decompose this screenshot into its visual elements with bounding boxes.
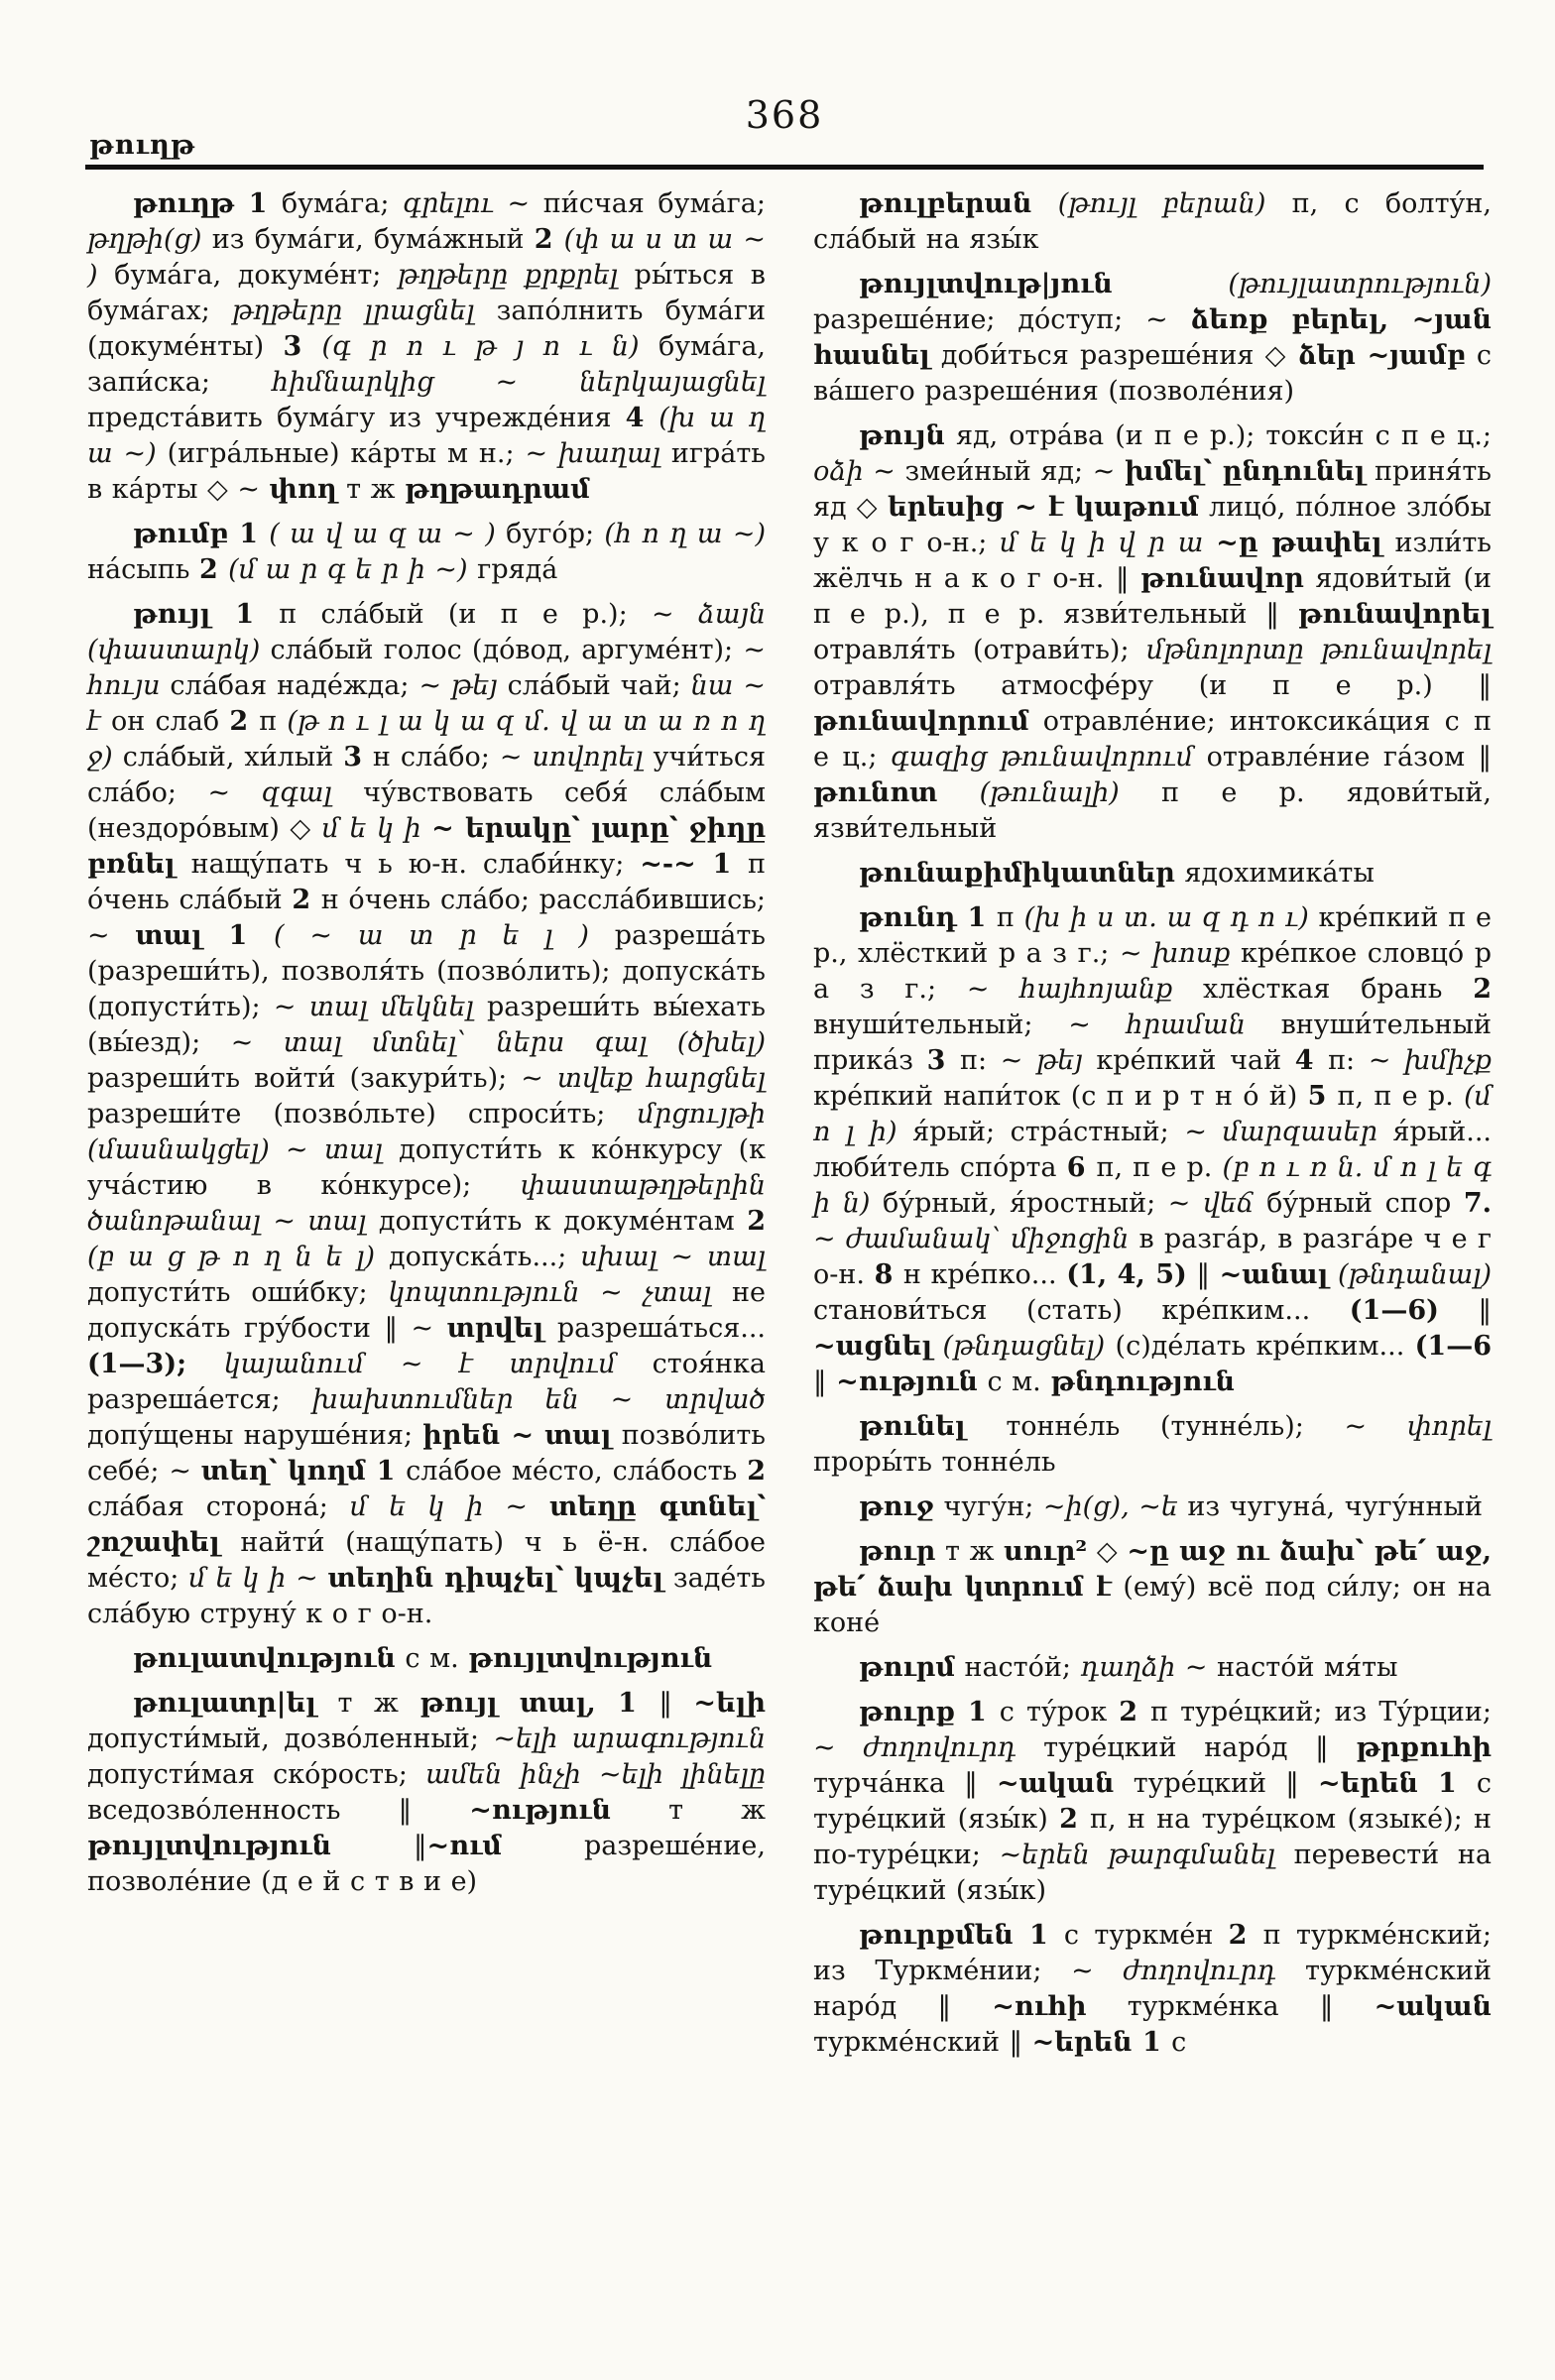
entry-paragraph xyxy=(813,856,1492,892)
armenian-phrase: (խ ի ս տ. ա զ դ ո ւ) xyxy=(1023,902,1309,933)
armenian-phrase: ~ ժողովուրդ xyxy=(813,1732,1017,1763)
headword: թրքուհի xyxy=(1356,1732,1492,1763)
armenian-phrase: ~ հայհոյանք xyxy=(966,974,1173,1005)
headword: թունոտ xyxy=(813,777,938,808)
entry-paragraph xyxy=(87,186,766,508)
russian-text: проры́ть тонне́ль xyxy=(813,1447,1056,1478)
armenian-phrase: ամեն ինչի ~ելի լինելը xyxy=(425,1759,766,1790)
russian-text: на́сыпь xyxy=(87,554,199,585)
russian-text: в разга́р, в разга́ре ч е г о-н. xyxy=(813,1224,1492,1290)
armenian-phrase: ~ xyxy=(411,1313,447,1344)
headword: թունաքիմիկատներ xyxy=(859,858,1175,889)
russian-text: сла́бый, хи́лый xyxy=(112,742,344,773)
russian-text: нащу́пать ч ь ю-н. слаби́нку; xyxy=(175,849,641,880)
sense-number: 2 xyxy=(1228,1920,1263,1951)
headword: ~երեն xyxy=(1318,1768,1418,1799)
headword: թուրք xyxy=(859,1697,956,1727)
armenian-phrase: մ ե կ ի xyxy=(321,813,432,844)
russian-text: змеи́ный яд; xyxy=(895,456,1093,487)
russian-text: п xyxy=(996,902,1024,933)
headword: թնդություն xyxy=(1050,1367,1236,1397)
headword: թուջ xyxy=(859,1491,934,1522)
headword: տեղ՝ կողմ xyxy=(200,1456,366,1487)
russian-text: приня́ть яд ◇ xyxy=(813,456,1492,523)
headword: թուլատր|ել xyxy=(133,1688,316,1719)
entry-paragraph xyxy=(813,900,1492,1400)
headword: ձեր ~յամբ xyxy=(1298,340,1466,371)
armenian-phrase: ~ թեյ xyxy=(419,670,498,701)
entry-paragraph xyxy=(813,186,1492,258)
headword: ~ը թափել xyxy=(1216,528,1382,558)
entry-paragraph xyxy=(813,418,1492,847)
russian-text: предста́вить бума́гу из учрежде́ния xyxy=(87,403,626,433)
armenian-phrase: ~ թեյ xyxy=(1000,1045,1083,1076)
russian-text: разреша́ть (разреши́ть), позволя́ть (позво́лить); допуска́ть (допусти́ть); xyxy=(87,920,766,1022)
russian-text: я́рый... люби́тель спо́рта xyxy=(813,1117,1492,1183)
russian-text: буго́р; xyxy=(495,519,605,549)
russian-text: допусти́ть к докуме́нтам xyxy=(366,1206,748,1237)
russian-text: н сла́бо; xyxy=(372,742,500,773)
armenian-phrase: մ ե կ ի ~ xyxy=(349,1491,550,1522)
russian-text: т ж xyxy=(336,474,406,505)
armenian-phrase: ~ ժողովուրդ xyxy=(1071,1956,1276,1986)
russian-text: ядови́тый (и п е р.), п е р. язви́тельный ‖ xyxy=(813,563,1492,630)
russian-text: я́рый; стра́стный; xyxy=(897,1117,1185,1147)
armenian-phrase: (թույլատրություն) xyxy=(1112,269,1492,299)
russian-text: сла́бое ме́сто, сла́бость xyxy=(406,1456,748,1487)
russian-text: с м. xyxy=(395,1643,469,1674)
russian-text: не допуска́ть гру́бости ‖ xyxy=(87,1277,766,1344)
russian-text: ‖ xyxy=(813,1367,837,1397)
headword: փող xyxy=(269,474,337,505)
headword: թույլտվություն xyxy=(87,1831,332,1861)
russian-text: п, н на туре́цком (языке́); н по-туре́цки; xyxy=(813,1804,1493,1870)
russian-text: яд, отра́ва (и п е р.); токси́н с п е ц.; xyxy=(944,420,1492,451)
headword: ~երեն xyxy=(1031,2027,1133,2058)
russian-text: игра́ть в ка́рты ◇ xyxy=(87,438,766,505)
page-header xyxy=(87,91,1482,167)
russian-text: чугу́н; xyxy=(933,1491,1043,1522)
russian-text: п туркме́нский; из Туркме́нии; xyxy=(813,1920,1492,1986)
armenian-phrase: ~ տալ մտնել՝ ներս գալ (ծխել) xyxy=(230,1027,767,1058)
armenian-phrase: (բ ա ց թ ո ղ ն ե լ) xyxy=(87,1242,376,1272)
russian-text: сла́бая наде́жда; xyxy=(160,670,419,701)
russian-text: он слаб xyxy=(100,706,230,737)
armenian-phrase: ~ հույս xyxy=(87,635,766,701)
headword: թույն xyxy=(859,420,945,451)
armenian-phrase: (թնդանալ) xyxy=(1328,1259,1493,1290)
entry-paragraph xyxy=(87,597,766,1632)
sense-number: 2 xyxy=(229,706,260,737)
russian-text: допу́щены наруше́ния; xyxy=(87,1420,423,1451)
entry-paragraph xyxy=(87,1686,766,1900)
russian-text: внуши́тельный; xyxy=(813,1010,1069,1040)
armenian-phrase: ~ վեճ xyxy=(1167,1188,1255,1219)
sense-number: 2 xyxy=(1059,1804,1091,1835)
sense-number: (1—3); xyxy=(87,1349,224,1379)
armenian-phrase: խախտումներ են ~ տրված xyxy=(311,1384,766,1415)
armenian-phrase: գրելու ~ xyxy=(403,188,531,219)
russian-text: ядохимика́ты xyxy=(1174,858,1375,889)
russian-text: п сла́бый (и п е р.); xyxy=(279,599,652,630)
russian-text: туркме́нский наро́д ‖ xyxy=(813,1956,1492,2022)
russian-text: отравля́ть (отрави́ть); xyxy=(813,635,1146,665)
headword: ~ություն xyxy=(469,1795,611,1826)
sense-number: 1 xyxy=(210,599,280,630)
russian-text: разреше́ние; до́ступ; xyxy=(813,304,1146,335)
armenian-phrase: սխալ ~ տալ xyxy=(580,1242,766,1272)
headword: ~ացնել xyxy=(813,1331,933,1362)
headword: թուր xyxy=(859,1536,936,1567)
headword: երեսից ~ է կաթում xyxy=(888,492,1199,523)
russian-text: гряда́ xyxy=(467,554,558,585)
entry-paragraph xyxy=(813,1918,1492,2061)
sense-number: 1 xyxy=(201,920,274,951)
armenian-phrase: ~ xyxy=(1145,304,1191,335)
russian-text: лицо́, по́лное зло́бы у к о г о-н.; xyxy=(813,492,1493,558)
russian-text: допусти́мая ско́рость; xyxy=(87,1759,426,1790)
headword: տրվել xyxy=(446,1313,544,1344)
entry-paragraph xyxy=(813,1489,1492,1525)
entry-paragraph xyxy=(813,1650,1492,1686)
russian-text: разреши́ть вы́ехать (вы́езд); xyxy=(87,992,766,1058)
armenian-phrase: փաստաթղթերին ծանոթանալ ~ տալ xyxy=(87,1170,766,1237)
entry-paragraph xyxy=(87,517,766,588)
armenian-phrase: ~ ձայն (փաստարկ) xyxy=(87,599,766,665)
russian-text: кре́пкий п е р., хлёсткий р а з г.; xyxy=(813,902,1492,969)
russian-text: запо́лнить бума́ги (докуме́нты) xyxy=(87,296,767,362)
armenian-phrase: ~ xyxy=(169,1456,201,1487)
russian-text: допусти́мый, дозво́ленный; xyxy=(87,1724,494,1754)
armenian-phrase: (թույլ բերան) xyxy=(1031,188,1266,219)
armenian-phrase: ~ խաղալ xyxy=(525,438,660,469)
russian-text: н о́чень сла́бо; рассла́бившись; xyxy=(320,885,766,915)
russian-text: допусти́ть к ко́нкурсу (к уча́стию в ко́нкурсе); xyxy=(87,1134,766,1201)
russian-text: сла́бый голос (до́вод, аргуме́нт); xyxy=(260,635,744,665)
russian-text: п е р. ядови́тый, язви́тельный xyxy=(813,777,1492,844)
sense-number: 2 xyxy=(292,885,321,915)
sense-number: 8 xyxy=(874,1259,903,1290)
russian-text: ‖ xyxy=(658,1688,694,1719)
russian-text: кре́пкий чай xyxy=(1082,1045,1295,1076)
russian-text: вседозво́ленность ‖ xyxy=(87,1795,470,1826)
russian-text: из чугуна́, чугу́нный xyxy=(1177,1491,1483,1522)
russian-text: п, п е р. xyxy=(1337,1081,1465,1112)
russian-text: допуска́ть...; xyxy=(375,1242,581,1272)
russian-text: насто́й мя́ты xyxy=(1207,1652,1398,1683)
headword: թույլ տալ, xyxy=(419,1688,596,1719)
armenian-phrase: ~ սովորել xyxy=(499,742,644,773)
russian-text: допусти́ть оши́бку; xyxy=(87,1277,389,1308)
headword: ~ուհի xyxy=(992,1991,1087,2022)
headword: ~ երակը՝ լարը՝ ջիղը բռնել xyxy=(87,813,766,880)
entry-paragraph xyxy=(813,1409,1492,1481)
armenian-phrase: ~երեն թարգմանել xyxy=(999,1840,1275,1870)
russian-text: п xyxy=(259,706,288,737)
armenian-phrase: ~ xyxy=(87,920,136,951)
russian-text: стоя́нка разреша́ется; xyxy=(87,1349,766,1415)
headword: ~անալ xyxy=(1219,1259,1329,1290)
text-column-left xyxy=(87,186,766,2070)
sense-number: 1 xyxy=(234,188,282,219)
armenian-phrase: ~ զգալ xyxy=(207,777,332,808)
headword: ~ը աջ ու ձախ՝ թե՛ աջ, թե՛ ձախ կտրում է xyxy=(813,1536,1493,1603)
russian-text: бу́рный спор xyxy=(1254,1188,1464,1219)
russian-text: с xyxy=(1171,2027,1187,2058)
sense-number: 1 xyxy=(1132,2027,1172,2058)
russian-text: ◇ xyxy=(1087,1536,1128,1567)
armenian-phrase: ( ա վ ա զ ա ~ ) xyxy=(269,519,496,549)
armenian-phrase: ~ մարզասեր xyxy=(1184,1117,1377,1147)
armenian-phrase: մ ե կ ի ~ xyxy=(188,1563,328,1594)
sense-number: 1 xyxy=(365,1456,407,1487)
russian-text: п, с болту́н, сла́бый на язы́к xyxy=(813,188,1492,255)
headword: թունդ xyxy=(859,902,957,933)
armenian-phrase: (թունալի) xyxy=(937,777,1120,808)
headword: թումբ xyxy=(133,519,229,549)
russian-text: разреши́те (позво́льте) спроси́ть; xyxy=(87,1099,638,1130)
armenian-phrase: օձի ~ xyxy=(813,456,896,487)
armenian-phrase: մթնոլորտը թունավորել xyxy=(1145,635,1492,665)
headword: տեղին դիպչել՝ կպչել xyxy=(327,1563,664,1594)
russian-text: доби́ться разреше́ния ◇ xyxy=(929,340,1299,371)
armenian-phrase: ~ տալ մեկնել xyxy=(273,992,474,1022)
page-content xyxy=(87,186,1492,2070)
sense-number: 1 xyxy=(228,519,270,549)
armenian-phrase: ( ~ ա տ ր ե լ ) xyxy=(273,920,589,951)
russian-text: тонне́ль (тунне́ль); xyxy=(965,1411,1345,1442)
armenian-phrase: (բ ո ւ ռ ն. մ ո լ ե գ ի ն) xyxy=(813,1152,1493,1219)
armenian-phrase: ~ փորել xyxy=(1344,1411,1492,1442)
russian-text: ‖ xyxy=(1438,1295,1492,1326)
russian-text: учи́ться сла́бо; xyxy=(87,742,767,808)
russian-text: (игра́льные) ка́рты м н.; xyxy=(156,438,526,469)
russian-text: с м. xyxy=(977,1367,1051,1397)
armenian-phrase: թղթերը քրքրել xyxy=(397,260,619,291)
entry-paragraph xyxy=(87,1641,766,1677)
armenian-phrase: (թ ո ւ լ ա կ ա զ մ. վ ա տ ա ռ ո ղ ջ) xyxy=(87,706,767,773)
sense-number: 1 xyxy=(595,1688,659,1719)
russian-text: бума́га, докуме́нт; xyxy=(97,260,398,291)
russian-text: найти́ (нащу́пать) ч ь ё-н. сла́бое ме́сто; xyxy=(87,1527,766,1594)
headword: թունավորել xyxy=(1297,599,1492,630)
armenian-phrase: կայանում ~ է տրվում xyxy=(223,1349,617,1379)
armenian-phrase: թղթի(ց) xyxy=(87,224,202,255)
sense-number: 3 xyxy=(343,742,373,773)
russian-text: п: xyxy=(959,1045,1001,1076)
russian-text: ‖ xyxy=(1186,1259,1220,1290)
armenian-phrase: (մ ո լ ի) xyxy=(813,1081,1493,1147)
headword: թուրմ xyxy=(859,1652,955,1683)
headword: խմել՝ ընդունել xyxy=(1124,456,1366,487)
headword: սուր² xyxy=(1004,1536,1088,1567)
armenian-phrase: ~ելի արագություն xyxy=(493,1724,766,1754)
russian-text: насто́й; xyxy=(954,1652,1081,1683)
russian-text: п туре́цкий; из Ту́рции; xyxy=(1149,1697,1492,1727)
russian-text: внуши́тельный прика́з xyxy=(813,1010,1492,1076)
russian-text: отравле́ние га́зом ‖ xyxy=(1193,742,1493,773)
headword: ~ելի xyxy=(693,1688,766,1719)
sense-number: 2 xyxy=(198,554,229,585)
russian-text: разреша́ться... xyxy=(543,1313,766,1344)
russian-text: заде́ть сла́бую струну́ к о г о-н. xyxy=(87,1563,766,1629)
sense-number: (1—6 xyxy=(1414,1331,1492,1362)
armenian-phrase: մ ե կ ի վ ր ա xyxy=(1000,528,1217,558)
armenian-phrase: մրցույթի (մասնակցել) ~ տալ xyxy=(87,1099,766,1165)
russian-text: позво́лить себе́; xyxy=(87,1420,766,1487)
russian-text: разреше́ние, позволе́ние (д е й с т в и е) xyxy=(87,1831,766,1897)
russian-text: бума́га; xyxy=(281,188,404,219)
headword: թուլատվություն xyxy=(133,1643,396,1674)
russian-text: с туре́цкий (язы́к) xyxy=(813,1768,1493,1835)
headword: իրեն ~ տալ xyxy=(422,1420,612,1451)
russian-text: изли́ть жёлчь н а к о г о-н. ‖ xyxy=(813,528,1492,594)
sense-number: 1 xyxy=(956,902,997,933)
russian-text: с ва́шего разреше́ния (позволе́ния) xyxy=(813,340,1492,407)
russian-text: бума́га, запи́ска; xyxy=(87,331,767,398)
headword: թույլտվութ|յուն xyxy=(859,269,1113,299)
russian-text: отравле́ние; интоксика́ция с п е ц.; xyxy=(813,706,1492,773)
russian-text: ры́ться в бума́гах; xyxy=(87,260,766,326)
headword: թույլ xyxy=(133,599,211,630)
armenian-phrase: նա ~ է xyxy=(87,670,766,737)
sense-number: 1 xyxy=(1013,1920,1064,1951)
running-head-word: թուղթ xyxy=(89,130,196,161)
headword: թուրքմեն xyxy=(859,1920,1014,1951)
text-column-right xyxy=(813,186,1492,2070)
armenian-phrase: ~ հրաման xyxy=(1068,1010,1246,1040)
sense-number: 3 xyxy=(283,331,322,362)
armenian-phrase: ~ ժամանակ՝ միջոցին xyxy=(813,1224,1130,1254)
russian-text: турча́нка ‖ xyxy=(813,1768,998,1799)
russian-text: кре́пкое словцо́ р а з г.; xyxy=(813,938,1492,1005)
headword: թուլբերան xyxy=(859,188,1032,219)
sense-number: 2 xyxy=(747,1456,766,1487)
headword: թունել xyxy=(859,1411,966,1442)
armenian-phrase: կոպտություն ~ չտալ xyxy=(388,1277,712,1308)
russian-text: бу́рный, я́ростный; xyxy=(870,1188,1168,1219)
russian-text: туре́цкий наро́д ‖ xyxy=(1016,1732,1357,1763)
headword: ~ական xyxy=(997,1768,1115,1799)
sense-number: (1—6) xyxy=(1349,1295,1439,1326)
entry-paragraph xyxy=(813,1695,1492,1909)
russian-text: туре́цкий ‖ xyxy=(1114,1768,1319,1799)
headword: թունավոր xyxy=(1140,563,1304,594)
armenian-phrase: ~ տվեք հարցնել xyxy=(521,1063,766,1094)
headword: տալ xyxy=(135,920,202,951)
armenian-phrase: գազից թունավորում xyxy=(890,742,1194,773)
russian-text: п, п е р. xyxy=(1096,1152,1223,1183)
russian-text: с туркме́н xyxy=(1063,1920,1229,1951)
armenian-phrase: (գ ր ո ւ թ յ ո ւ ն) xyxy=(321,331,640,362)
page-number: 368 xyxy=(745,93,824,137)
russian-text: отравля́ть атмосфе́ру (и п е р.) ‖ xyxy=(813,670,1492,701)
armenian-phrase: (մ ա ր գ ե ր ի ~) xyxy=(228,554,468,585)
sense-number: 5 xyxy=(1307,1081,1338,1112)
headword: թույլտվություն xyxy=(468,1643,713,1674)
headword: տեղը գտնել՝ շոշափել xyxy=(87,1491,766,1558)
russian-text: туркме́нский ‖ xyxy=(813,2027,1032,2058)
russian-text: (с)де́лать кре́пким... xyxy=(1105,1331,1415,1362)
sense-number: 2 xyxy=(747,1206,766,1237)
sense-number: (1, 4, 5) xyxy=(1066,1259,1187,1290)
armenian-phrase: թղթերը լրացնել xyxy=(231,296,475,326)
entry-paragraph xyxy=(813,267,1492,410)
russian-text: пи́счая бума́га; xyxy=(530,188,767,219)
armenian-phrase: ~ի(ց), ~ե xyxy=(1042,1491,1178,1522)
sense-number: 2 xyxy=(1119,1697,1150,1727)
russian-text: сла́бый чай; xyxy=(497,670,691,701)
russian-text: т ж xyxy=(315,1688,420,1719)
headword: թուղթ xyxy=(133,188,235,219)
sense-number: 1 xyxy=(955,1697,1000,1727)
armenian-phrase: (փ ա ս տ ա ~ ) xyxy=(87,224,767,291)
headword: ձեռք բերել, ~յան հասնել xyxy=(813,304,1492,371)
russian-text: хлёсткая брань xyxy=(1172,974,1474,1005)
russian-text: чу́вствовать себя́ сла́бым (нездоро́вым) ◇ xyxy=(87,777,767,844)
armenian-phrase: (թնդացնել) xyxy=(932,1331,1106,1362)
sense-number: 6 xyxy=(1066,1152,1097,1183)
russian-text: ‖ xyxy=(331,1831,427,1861)
russian-text: (ему́) всё под си́лу; он на коне́ xyxy=(813,1572,1492,1638)
armenian-phrase: ~ xyxy=(237,474,270,505)
armenian-phrase: ~ խոսք xyxy=(1119,938,1231,969)
headword: թղթադրամ xyxy=(405,474,590,505)
russian-text: т ж xyxy=(935,1536,1005,1567)
header-rule xyxy=(85,165,1484,170)
armenian-phrase: ~ խմիչք xyxy=(1368,1045,1492,1076)
sense-number: 2 xyxy=(534,224,564,255)
russian-text: т ж xyxy=(611,1795,766,1826)
entry-paragraph xyxy=(813,1534,1492,1641)
sense-number: 7. xyxy=(1463,1188,1492,1219)
russian-text: сла́бая сторона́; xyxy=(87,1491,350,1522)
russian-text: станови́ться (стать) кре́пким... xyxy=(813,1295,1350,1326)
headword: թունավորում xyxy=(813,706,1029,737)
russian-text: туркме́нка ‖ xyxy=(1086,1991,1375,2022)
russian-text: кре́пкий напи́ток (с п и р т н о́ й) xyxy=(813,1081,1308,1112)
sense-number: 4 xyxy=(1294,1045,1329,1076)
sense-number: 1 xyxy=(695,849,748,880)
armenian-phrase: հիմնարկից ~ ներկայացնել xyxy=(272,367,767,398)
armenian-phrase: ~ xyxy=(1092,456,1125,487)
russian-text: п: xyxy=(1328,1045,1369,1076)
russian-text: п о́чень сла́бый xyxy=(87,849,766,915)
russian-text: разреши́ть войти́ (закури́ть); xyxy=(87,1063,522,1094)
headword: ~-~ xyxy=(640,849,696,880)
headword: ~ություն xyxy=(836,1367,978,1397)
russian-text: с ту́рок xyxy=(999,1697,1120,1727)
armenian-phrase: (խ ա ղ ա ~) xyxy=(87,403,766,469)
russian-text: н кре́пко... xyxy=(902,1259,1067,1290)
sense-number: 2 xyxy=(1473,974,1492,1005)
sense-number: 4 xyxy=(625,403,659,433)
russian-text: перевести́ на туре́цкий (язы́к) xyxy=(813,1840,1492,1906)
armenian-phrase: դաղձի ~ xyxy=(1080,1652,1208,1683)
headword: ~ում xyxy=(426,1831,502,1861)
sense-number: 1 xyxy=(1417,1768,1477,1799)
armenian-phrase: (հ ո ղ ա ~) xyxy=(604,519,766,549)
russian-text: из бума́ги, бума́жный xyxy=(201,224,535,255)
sense-number: 3 xyxy=(926,1045,960,1076)
headword: ~ական xyxy=(1374,1991,1492,2022)
